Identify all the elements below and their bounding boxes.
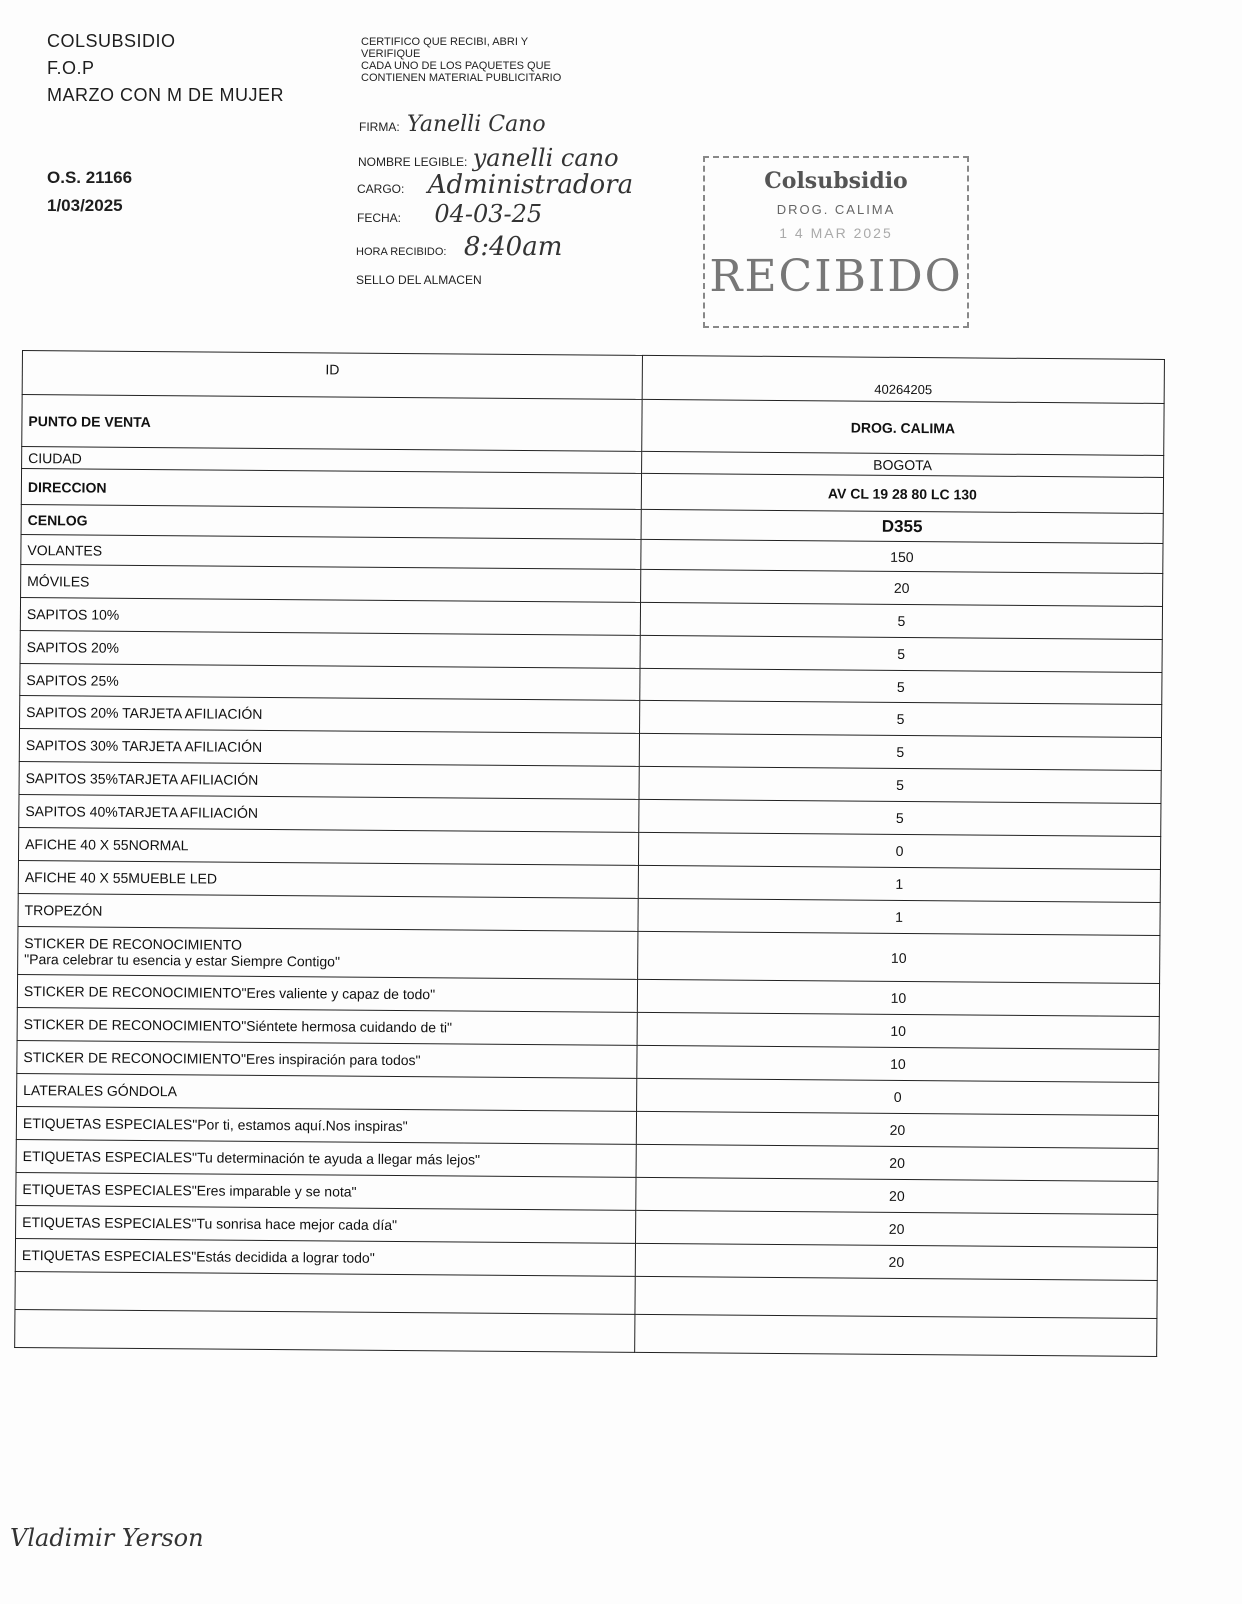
hora-field xyxy=(356,232,562,262)
row-label xyxy=(17,1007,637,1045)
hora-label: HORA RECIBIDO: xyxy=(356,246,447,258)
row-label-text: "Para celebrar tu esencia y estar Siempre Contigo" xyxy=(24,950,341,970)
cargo-field xyxy=(357,170,633,200)
row-label xyxy=(21,534,641,569)
row-value: 20 xyxy=(636,1210,1158,1247)
certificate-line: CERTIFICO QUE RECIBI, ABRI Y xyxy=(361,36,529,48)
stamp-date: 1 4 MAR 2025 xyxy=(779,225,893,241)
certificate-line: VERIFIQUE xyxy=(361,48,421,60)
row-value: 20 xyxy=(636,1177,1158,1214)
row-value: 5 xyxy=(639,733,1161,770)
row-value: 0 xyxy=(638,832,1160,869)
sello-label: SELLO DEL ALMACEN xyxy=(356,273,482,287)
row-label-text: STICKER DE RECONOCIMIENTO"Eres inspiración para todos" xyxy=(23,1049,421,1069)
row-label xyxy=(21,469,641,510)
row-label xyxy=(15,1238,635,1276)
row-label-text: STICKER DE RECONOCIMIENTO"Siéntete hermosa cuidando de ti" xyxy=(23,1016,453,1036)
stamp-store: DROG. CALIMA xyxy=(776,202,896,217)
fecha-field xyxy=(357,200,542,228)
row-value: 5 xyxy=(639,799,1161,836)
row-label-text: STICKER DE RECONOCIMIENTO xyxy=(24,934,242,953)
fecha-label: FECHA: xyxy=(357,211,402,225)
row-label-text: AFICHE 40 X 55MUEBLE LED xyxy=(24,869,218,887)
nombre-field xyxy=(358,144,619,172)
row-label xyxy=(17,1073,637,1111)
row-label-text: ETIQUETAS ESPECIALES"Tu determinación te ayuda a llegar más lejos" xyxy=(22,1148,481,1168)
row-label xyxy=(19,761,639,799)
row-label-text: SAPITOS 25% xyxy=(26,671,119,689)
row-value: DROG. CALIMA xyxy=(642,399,1164,455)
cargo-value: Administradora xyxy=(427,170,634,200)
id-header: ID xyxy=(22,351,642,400)
row-label xyxy=(16,1106,636,1144)
row-label-text: DIRECCION xyxy=(27,478,107,496)
firma-signature: Yanelli Cano xyxy=(407,112,546,137)
row-label xyxy=(16,1172,636,1210)
row-label xyxy=(21,564,641,602)
row-label xyxy=(22,395,642,452)
row-label-text: SAPITOS 35%TARJETA AFILIACIÓN xyxy=(25,770,259,788)
row-label xyxy=(20,695,640,733)
row-label-text: CENLOG xyxy=(27,511,88,529)
row-label xyxy=(16,1205,636,1243)
stamp-brand: Colsubsidio xyxy=(764,168,908,194)
received-stamp xyxy=(703,156,969,328)
order-block xyxy=(47,164,132,220)
row-label-text: STICKER DE RECONOCIMIENTO"Eres valiente y capaz de todo" xyxy=(23,983,436,1003)
id-value: 40264205 xyxy=(642,355,1164,403)
row-value: BOGOTA xyxy=(642,451,1164,477)
row-label-text: SAPITOS 10% xyxy=(26,606,120,623)
row-label-text: ETIQUETAS ESPECIALES"Tu sonrisa hace mejor cada día" xyxy=(22,1214,398,1233)
row-label-text: SAPITOS 20% xyxy=(26,639,120,656)
empty-cell xyxy=(15,1309,635,1352)
row-value: 20 xyxy=(636,1144,1158,1181)
cargo-label: CARGO: xyxy=(357,182,405,196)
row-label xyxy=(20,663,640,700)
row-label-text: SAPITOS 30% TARJETA AFILIACIÓN xyxy=(25,737,263,755)
row-value: 1 xyxy=(638,898,1160,935)
handwritten-signature: Vladimir Yerson xyxy=(10,1524,204,1552)
row-label xyxy=(19,728,639,766)
row-label xyxy=(20,597,640,635)
row-label-text: VOLANTES xyxy=(27,541,103,559)
row-label-text: SAPITOS 20% TARJETA AFILIACIÓN xyxy=(26,704,263,722)
row-label xyxy=(18,827,638,865)
row-label-text: PUNTO DE VENTA xyxy=(28,412,151,430)
row-value: 5 xyxy=(640,668,1162,704)
row-label xyxy=(18,926,638,979)
row-label-text: ETIQUETAS ESPECIALES"Por ti, estamos aquí.Nos inspiras" xyxy=(22,1115,408,1135)
firma-label: FIRMA: xyxy=(359,120,400,134)
nombre-label: NOMBRE LEGIBLE: xyxy=(358,155,468,169)
row-value: 5 xyxy=(640,635,1162,672)
campaign-name: MARZO CON M DE MUJER xyxy=(47,85,284,105)
row-value: AV CL 19 28 80 LC 130 xyxy=(641,473,1163,513)
empty-row xyxy=(15,1309,1157,1356)
table-row xyxy=(22,395,1164,456)
order-number: O.S. 21166 xyxy=(47,168,133,187)
stamp-status: RECIBIDO xyxy=(709,251,963,302)
row-value: 150 xyxy=(641,539,1163,573)
row-label-text: CIUDAD xyxy=(28,449,82,466)
row-value: 5 xyxy=(640,700,1162,737)
order-date: 1/03/2025 xyxy=(47,196,123,215)
fecha-value: 04-03-25 xyxy=(434,200,543,228)
certificate-text xyxy=(361,36,561,84)
row-label xyxy=(18,893,638,931)
certificate-line: CONTIENEN MATERIAL PUBLICITARIO xyxy=(361,72,562,84)
row-value: 10 xyxy=(637,1045,1159,1082)
empty-cell xyxy=(635,1314,1157,1356)
materials-table xyxy=(14,350,1165,1357)
row-label xyxy=(17,1040,637,1078)
row-label-text: ETIQUETAS ESPECIALES"Estás decidida a lograr todo" xyxy=(21,1247,375,1266)
row-label-text: ETIQUETAS ESPECIALES"Eres imparable y se nota" xyxy=(22,1181,357,1200)
nombre-value: yanelli cano xyxy=(472,144,619,172)
row-value: 20 xyxy=(636,1111,1158,1148)
row-value: 5 xyxy=(640,602,1162,639)
row-value: 10 xyxy=(637,1012,1159,1049)
company-block xyxy=(47,28,284,109)
row-label-text: LATERALES GÓNDOLA xyxy=(23,1082,178,1100)
firma-field xyxy=(359,112,546,137)
row-label-text: AFICHE 40 X 55NORMAL xyxy=(25,836,189,854)
row-value: 5 xyxy=(639,766,1161,803)
row-label xyxy=(20,630,640,668)
row-label-text: SAPITOS 40%TARJETA AFILIACIÓN xyxy=(25,803,259,821)
row-label xyxy=(19,794,639,832)
row-label xyxy=(16,1139,636,1177)
empty-cell xyxy=(635,1276,1157,1318)
certificate-line: CADA UNO DE LOS PAQUETES QUE xyxy=(361,60,551,72)
company-name: COLSUBSIDIO xyxy=(47,31,176,51)
row-value: 10 xyxy=(637,979,1159,1016)
form-code: F.O.P xyxy=(47,58,95,78)
row-label xyxy=(17,974,637,1012)
row-value: D355 xyxy=(641,509,1163,543)
row-value: 1 xyxy=(638,865,1160,902)
row-label xyxy=(21,504,641,539)
row-value: 20 xyxy=(635,1243,1157,1280)
row-label-text: TROPEZÓN xyxy=(24,902,103,919)
empty-cell xyxy=(15,1271,635,1314)
row-value: 0 xyxy=(637,1078,1159,1115)
row-label-text: MÓVILES xyxy=(27,573,90,590)
row-label xyxy=(18,860,638,898)
row-value: 20 xyxy=(641,569,1163,606)
hora-value: 8:40am xyxy=(463,232,563,262)
row-value: 10 xyxy=(638,931,1160,983)
